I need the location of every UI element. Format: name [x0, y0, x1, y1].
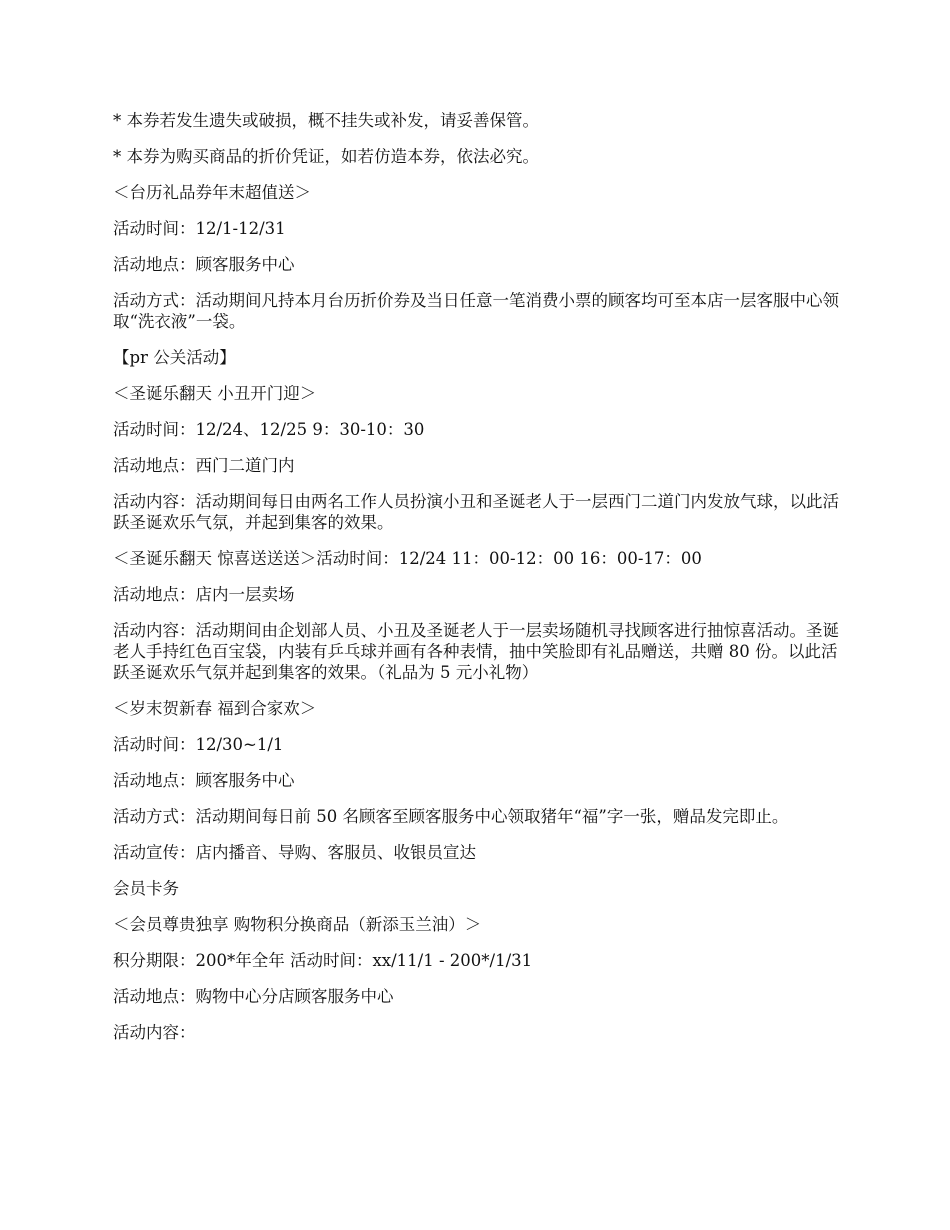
section-heading-new-year: ＜岁末贺新春 福到合家欢＞	[113, 699, 317, 718]
surprise-activity-location: 活动地点：店内一层卖场	[113, 585, 295, 604]
document-body	[113, 110, 843, 1058]
calendar-activity-method: 活动方式：活动期间凡持本月台历折价券及当日任意一笔消费小票的顾客均可至本店一层客服中心领取“洗衣液”一袋。	[113, 291, 839, 331]
calendar-activity-time: 活动时间：12/1-12/31	[113, 219, 286, 238]
clown-activity-location: 活动地点：西门二道门内	[113, 456, 295, 475]
new-year-activity-method: 活动方式：活动期间每日前 50 名顾客至顾客服务中心领取猪年“福”字一张，赠品发完即止。	[113, 807, 789, 826]
notice-loss-damage: * 本券若发生遗失或破损，概不挂失或补发，请妥善保管。	[113, 111, 539, 130]
points-activity-location: 活动地点：购物中心分店顾客服务中心	[113, 987, 394, 1006]
new-year-activity-location: 活动地点：顾客服务中心	[113, 771, 295, 790]
new-year-activity-time: 活动时间：12/30~1/1	[113, 735, 284, 754]
notice-counterfeit: * 本券为购买商品的折价凭证，如若仿造本券，依法必究。	[113, 147, 539, 166]
points-activity-content: 活动内容：	[113, 1023, 196, 1042]
points-period-and-time: 积分期限：200*年全年 活动时间：xx/11/1 - 200*/1/31	[113, 951, 533, 970]
new-year-activity-promotion: 活动宣传：店内播音、导购、客服员、收银员宣达	[113, 843, 476, 862]
section-heading-pr: 【pr 公关活动】	[113, 348, 236, 367]
section-heading-clown-welcome: ＜圣诞乐翻天 小丑开门迎＞	[113, 384, 317, 403]
section-heading-calendar-coupon: ＜台历礼品券年末超值送＞	[113, 183, 311, 202]
section-heading-membership: 会员卡务	[113, 879, 179, 898]
calendar-activity-location: 活动地点：顾客服务中心	[113, 255, 295, 274]
clown-activity-time: 活动时间：12/24、12/25 9：30-10：30	[113, 420, 425, 439]
section-heading-points-exchange: ＜会员尊贵独享 购物积分换商品（新添玉兰油）＞	[113, 915, 482, 934]
surprise-activity-content: 活动内容：活动期间由企划部人员、小丑及圣诞老人于一层卖场随机寻找顾客进行抽惊喜活动。圣诞老人手持红色百宝袋，内装有乒乓球并画有各种表情，抽中笑脸即有礼品赠送，共赠 80 份。以此活跃圣诞欢乐气氛并起到集客的效果。（礼品为 5 元小礼物）	[113, 621, 839, 682]
clown-activity-content: 活动内容：活动期间每日由两名工作人员扮演小丑和圣诞老人于一层西门二道门内发放气球，以此活跃圣诞欢乐气氛，并起到集客的效果。	[113, 492, 839, 532]
section-heading-surprise-gift: ＜圣诞乐翻天 惊喜送送送＞活动时间：12/24 11：00-12：00 16：00-17：00	[113, 549, 702, 568]
